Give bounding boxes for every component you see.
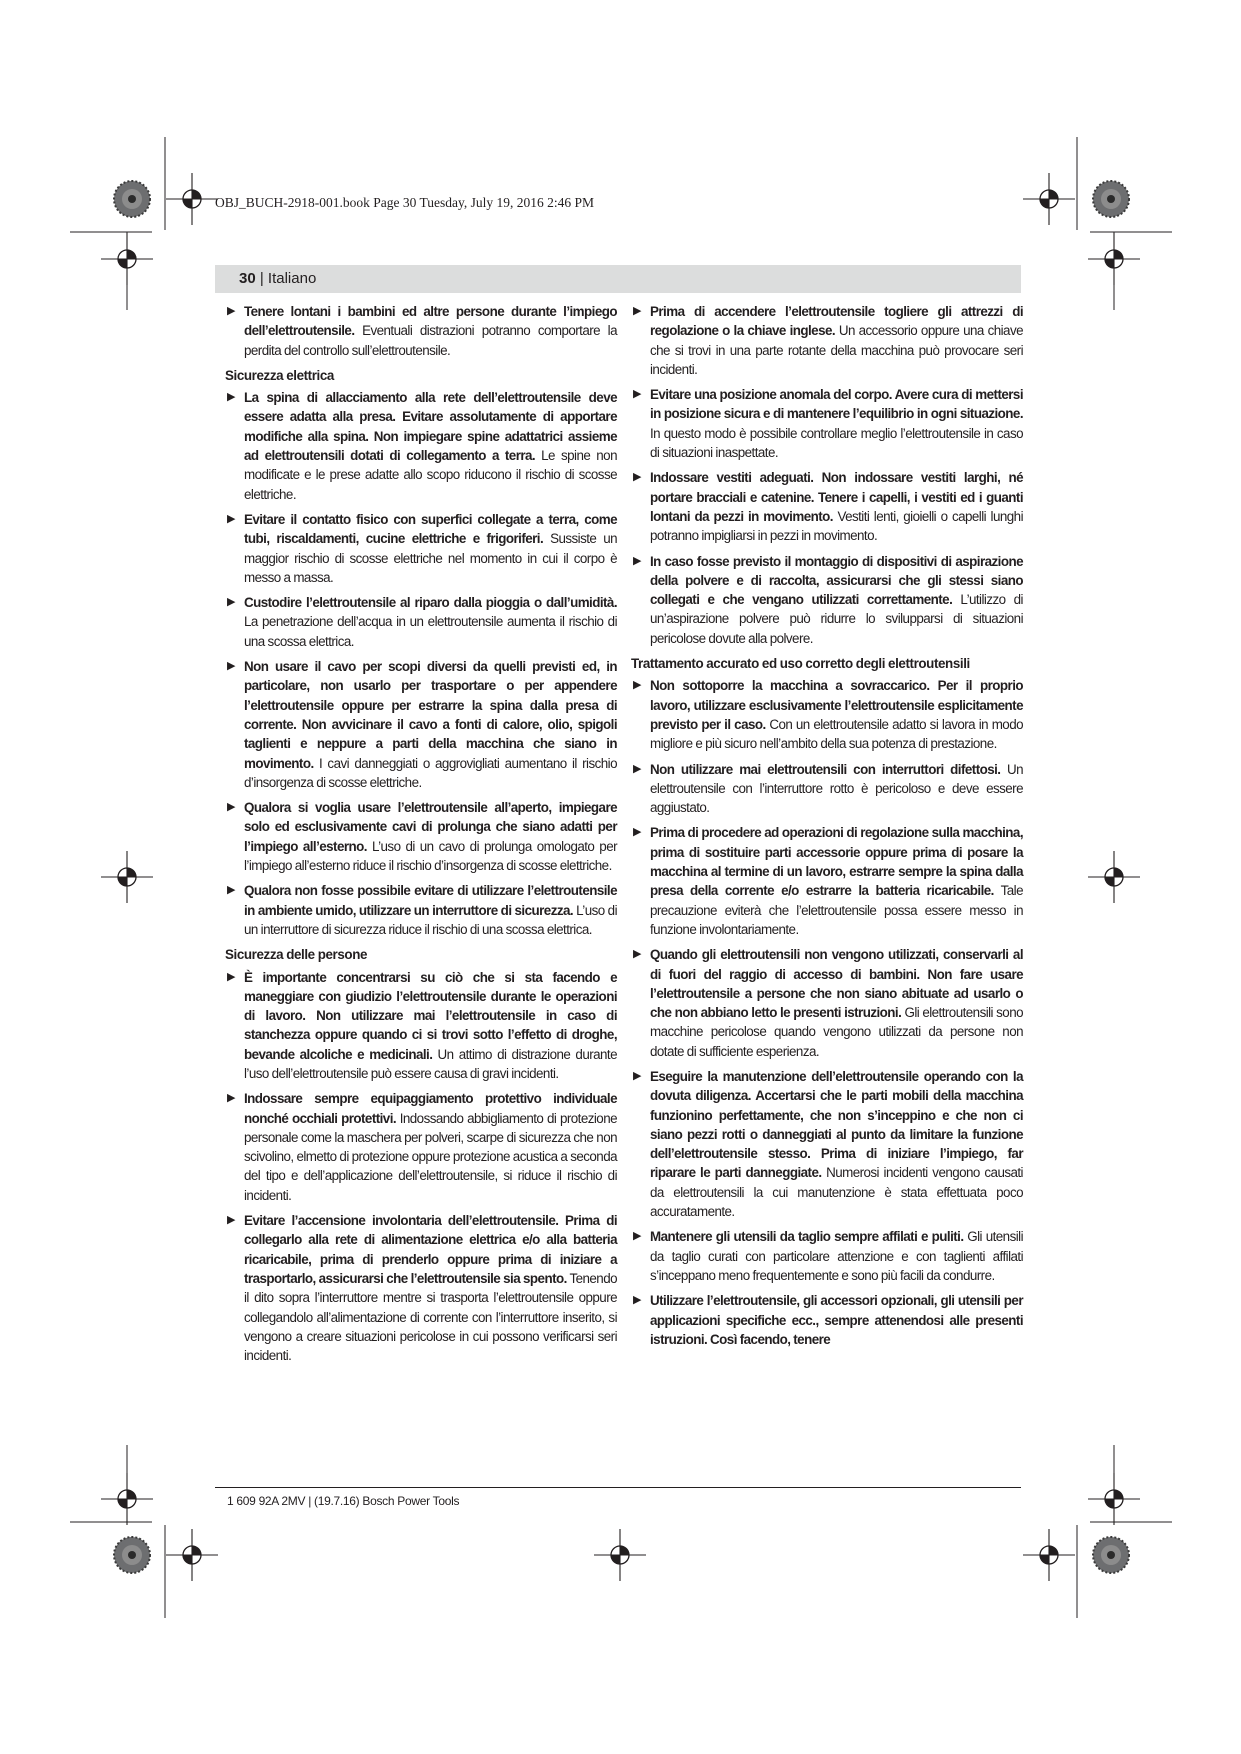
safety-item-text: In questo modo è possibile controllare meglio l’elettroutensile in caso di situazioni inaspettate. — [650, 425, 1023, 461]
safety-item-emphasis: Utilizzare l’elettroutensile, gli accessori opzionali, gli utensili per applicazioni specifiche ecc., sempre attenendosi alle presenti istruzioni. Così facendo, tenere — [650, 1293, 1023, 1347]
footer-divider — [215, 1487, 1021, 1488]
safety-item — [633, 1067, 1023, 1221]
safety-item — [227, 798, 617, 875]
safety-item-emphasis: Non sottoporre la macchina a sovraccarico. Per il proprio lavoro, utilizzare esclusivamente l’elettroutensile esplicitamente previsto per il caso. — [650, 678, 1023, 732]
bullet-arrow-icon: ▶ — [633, 1294, 642, 1307]
safety-item — [227, 657, 617, 792]
header-language: Italiano — [267, 270, 317, 287]
safety-item-text: Numerosi incidenti vengono causati da elettroutensili la cui manutenzione è stata effettuata poco accuratamente. — [650, 1165, 1023, 1220]
safety-item — [227, 1089, 617, 1205]
bullet-arrow-icon: ▶ — [633, 948, 642, 961]
safety-item-text: Le spine non modificate e le prese adatte allo scopo riducono il rischio di scosse elettriche. — [244, 448, 617, 502]
section-heading-personal-safety: Sicurezza delle persone — [225, 947, 368, 963]
bullet-arrow-icon: ▶ — [633, 305, 642, 317]
safety-item-emphasis: Evitare una posizione anomala del corpo. Avere cura di mettersi in posizione sicura e di mantenere l’equilibrio in ogni situazione. — [650, 387, 1023, 422]
bullet-arrow-icon: ▶ — [633, 1069, 642, 1082]
safety-item-text: Con un elettroutensile adatto si lavora in modo migliore e più sicuro nell’ambito della sua potenza di prestazione. — [650, 716, 1023, 752]
safety-item — [633, 676, 1023, 753]
safety-item-emphasis: Non utilizzare mai elettroutensili con interruttori difettosi. — [650, 761, 1001, 777]
safety-item-text: Vestiti lenti, gioielli o capelli lunghi potranno impigliarsi in pezzi in movimento. — [650, 508, 1023, 544]
page-number: 30 — [239, 270, 256, 287]
safety-item-text: Un elettroutensile con l’interruttore rotto è pericoloso e deve essere aggiustato. — [650, 761, 1024, 816]
safety-item-emphasis: Qualora si voglia usare l’elettroutensile all’aperto, impiegare solo ed esclusivamente cavi di prolunga che siano adatti per l’impiego all’esterno. — [244, 800, 617, 854]
safety-item — [227, 388, 617, 504]
bullet-arrow-icon: ▶ — [227, 801, 236, 814]
safety-item — [633, 552, 1023, 648]
safety-item-emphasis: Mantenere gli utensili da taglio sempre affilati e puliti. — [650, 1229, 964, 1245]
safety-item — [227, 593, 617, 651]
safety-item-emphasis: Indossare sempre equipaggiamento protettivo individuale nonché occhiali protettivi. — [244, 1091, 617, 1126]
safety-item — [227, 881, 617, 939]
safety-item-emphasis: Eseguire la manutenzione dell’elettroutensile operando con la dovuta diligenza. Accertarsi che le parti mobili della macchina funzionino perfettamente, che non s’inceppino e che non ci siano pezzi rotti o danneggiati al punto da limitare la funzione dell’elettroutensile stesso. Prima di iniziare l’impiego, far riparare le parti danneggiate. — [650, 1068, 1023, 1181]
safety-item-text: Tenendo il dito sopra l’interruttore mentre si trasporta l’elettroutensile oppure collegandolo all’alimentazione di corrente con l’interruttore inserito, si vengono a creare situazioni pericolose in cui possono verificarsi seri incidenti. — [244, 1270, 617, 1364]
safety-item-emphasis: Evitare l’accensione involontaria dell’elettroutensile. Prima di collegarlo alla rete di alimentazione elettrica e/o alla batteria ricaricabile, prima di prenderlo oppure prima di iniziare a trasportarlo, assicurarsi che l’elettroutensile sia spento. — [244, 1213, 617, 1286]
bullet-arrow-icon: ▶ — [633, 388, 642, 401]
bullet-arrow-icon: ▶ — [227, 512, 236, 525]
safety-item-text: Tale precauzione eviterà che l’elettroutensile possa essere messo in funzione involontariamente. — [650, 883, 1024, 937]
safety-item — [227, 1211, 617, 1365]
bullet-arrow-icon: ▶ — [227, 660, 236, 673]
header-text — [239, 270, 316, 287]
crosshair-mark — [1023, 1529, 1075, 1581]
safety-item-emphasis: Non usare il cavo per scopi diversi da quelli previsti ed, in particolare, non usarlo per trasportare o per appendere l’elettroutensile oppure per estrarre la spina dalla presa di corrente. Non avvicinare il cavo a fonti di calore, olio, spigoli taglienti e neppure a parti della macchina che siano in movimento. — [244, 659, 617, 771]
color-starburst-mark — [114, 181, 150, 217]
safety-item — [227, 302, 617, 360]
section-heading-careful-use: Trattamento accurato ed uso corretto degli elettroutensili — [631, 656, 970, 672]
page-footer: 1 609 92A 2MV | (19.7.16) Bosch Power Tools — [227, 1494, 460, 1508]
safety-item-text: Un accessorio oppure una chiave che si trovi in una parte rotante della macchina può provocare seri incidenti. — [650, 323, 1023, 377]
left-column — [227, 302, 617, 1371]
safety-item — [633, 760, 1023, 818]
safety-item — [633, 385, 1023, 462]
safety-item-text: L’utilizzo di un’aspirazione polvere può ridurre lo svilupparsi di situazioni pericolose dovute alla polvere. — [650, 592, 1023, 646]
crosshair-mark — [1023, 173, 1075, 225]
bullet-arrow-icon: ▶ — [227, 596, 236, 609]
right-column — [633, 302, 1023, 1355]
file-info-slug: OBJ_BUCH-2918-001.book Page 30 Tuesday, July 19, 2016 2:46 PM — [215, 195, 595, 210]
bullet-arrow-icon: ▶ — [227, 305, 236, 317]
crosshair-mark — [166, 1529, 218, 1581]
bullet-arrow-icon: ▶ — [227, 1214, 236, 1227]
bullet-arrow-icon: ▶ — [227, 391, 236, 404]
safety-item-emphasis: È importante concentrarsi su ciò che si sta facendo e maneggiare con giudizio l’elettroutensile durante le operazioni di lavoro. Non utilizzare mai l’elettroutensile in caso di stanchezza oppure quando ci si trovi sotto l’effetto di droghe, bevande alcoliche e medicinali. — [244, 969, 617, 1062]
crosshair-mark — [594, 1529, 646, 1581]
safety-item-emphasis: Indossare vestiti adeguati. Non indossare vestiti larghi, né portare bracciali e catenine. Tenere i capelli, i vestiti ed i guanti lontani da pezzi in movimento. — [650, 470, 1023, 524]
header-separator: | — [255, 270, 268, 287]
safety-item-emphasis: Quando gli elettroutensili non vengono utilizzati, conservarli al di fuori del raggio di accesso di bambini. Non fare usare l’elettroutensile a persone che non siano abituate ad usarlo o che non abbiano letto le presenti istruzioni. — [650, 947, 1023, 1021]
safety-item — [633, 823, 1023, 939]
safety-item-text: La penetrazione dell’acqua in un elettroutensile aumenta il rischio di una scossa elettrica. — [244, 614, 617, 649]
safety-item — [633, 1227, 1023, 1285]
safety-item-text: I cavi danneggiati o aggrovigliati aumentano il rischio d’insorgenza di scosse elettriche. — [244, 755, 617, 790]
bullet-arrow-icon: ▶ — [633, 762, 642, 775]
safety-item-text: Gli utensili da taglio curati con particolare attenzione e con taglienti affilati s’inceppano meno frequentemente e sono più facili da condurre. — [650, 1229, 1023, 1283]
safety-item-text: Gli elettroutensili sono macchine pericolose quando vengono utilizzati da persone non dotate di sufficiente esperienza. — [650, 1005, 1023, 1059]
safety-item — [633, 468, 1023, 545]
safety-item-emphasis: Evitare il contatto fisico con superfici collegate a terra, come tubi, riscaldamenti, cucine elettriche e frigoriferi. — [244, 511, 617, 547]
bullet-arrow-icon: ▶ — [633, 679, 642, 692]
bullet-arrow-icon: ▶ — [633, 471, 642, 484]
section-heading-electrical-safety: Sicurezza elettrica — [225, 367, 334, 383]
bullet-arrow-icon: ▶ — [227, 970, 236, 983]
crosshair-mark — [166, 173, 218, 225]
safety-item-text: Sussiste un maggior rischio di scosse elettriche nel momento in cui il corpo è messo a massa. — [244, 531, 617, 585]
bullet-arrow-icon: ▶ — [633, 1230, 642, 1243]
safety-item — [633, 302, 1023, 379]
safety-item-text: L’uso di un interruttore di sicurezza riduce il rischio di una scossa elettrica. — [244, 902, 618, 937]
safety-item-emphasis: La spina di allacciamento alla rete dell’elettroutensile deve essere adatta alla presa. Evitare assolutamente di apportare modifiche alla spina. Non impiegare spine adattatrici assieme ad elettroutensili dotati di collegamento a terra. — [244, 390, 617, 464]
safety-item-text: Eventuali distrazioni potranno comportare la perdita del controllo sull’elettroutensile. — [244, 323, 617, 358]
safety-item-text: L’uso di un cavo di prolunga omologato per l’impiego all’esterno riduce il rischio d’insorgenza di scosse elettriche. — [244, 838, 618, 874]
safety-item-emphasis: Tenere lontani i bambini ed altre persone durante l’impiego dell’elettroutensile. — [244, 304, 617, 339]
crosshair-mark — [101, 851, 153, 903]
bullet-arrow-icon: ▶ — [633, 826, 642, 839]
safety-item — [227, 968, 617, 1084]
crosshair-mark — [1088, 851, 1140, 903]
safety-item — [633, 945, 1023, 1061]
safety-item — [633, 1291, 1023, 1349]
safety-item-text: Indossando abbigliamento di protezione personale come la maschera per polveri, scarpe di sicurezza che non scivolino, elmetto di protezione oppure protezione acustica a seconda del tipo e dell’applicazione dell’elettroutensile, si riduce il rischio di incidenti. — [244, 1110, 617, 1203]
safety-item-emphasis: In caso fosse previsto il montaggio di dispositivi di aspirazione della polvere e di raccolta, assicurarsi che gli stessi siano collegati e che vengano utilizzati correttamente. — [650, 553, 1023, 608]
page-header — [215, 265, 1021, 293]
safety-item-emphasis: Prima di accendere l’elettroutensile togliere gli attrezzi di regolazione o la chiave inglese. — [650, 304, 1023, 339]
safety-item-text: Un attimo di distrazione durante l’uso dell’elettroutensile può essere causa di gravi incidenti. — [244, 1046, 617, 1081]
safety-item-emphasis: Custodire l’elettroutensile al riparo dalla pioggia o dall’umidità. — [244, 595, 617, 611]
color-starburst-mark — [114, 1537, 150, 1573]
bullet-arrow-icon: ▶ — [227, 1092, 236, 1105]
color-starburst-mark — [1093, 1537, 1129, 1573]
bullet-arrow-icon: ▶ — [227, 884, 236, 897]
safety-item — [227, 510, 617, 587]
safety-item-emphasis: Qualora non fosse possibile evitare di utilizzare l’elettroutensile in ambiente umido, utilizzare un interruttore di sicurezza. — [244, 883, 617, 918]
bullet-arrow-icon: ▶ — [633, 554, 642, 567]
safety-item-emphasis: Prima di procedere ad operazioni di regolazione sulla macchina, prima di sostituire parti accessorie oppure prima di posare la macchina al termine di un lavoro, estrarre sempre la spina dalla presa della corrente e/o estrarre la batteria ricaricabile. — [650, 825, 1023, 899]
color-starburst-mark — [1093, 181, 1129, 217]
